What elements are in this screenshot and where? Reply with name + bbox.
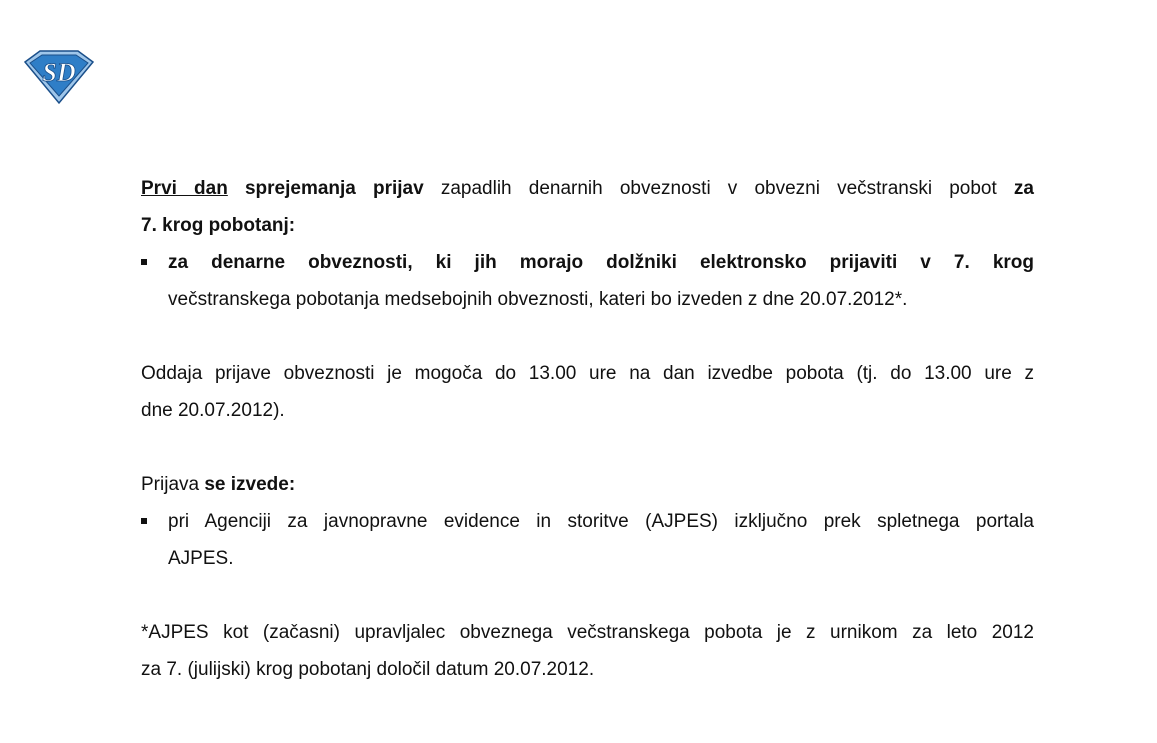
bullet-item-ajpes-line1: pri Agenciji za javnopravne evidence in storitve (AJPES) izključno prek spletnega portala — [168, 511, 1034, 532]
bold-text: se izvede: — [204, 474, 296, 495]
bullet-square-icon — [141, 259, 147, 265]
bullet-item-obligations-line2: večstranskega pobotanja medsebojnih obveznosti, kateri bo izveden z dne 20.07.2012*. — [168, 289, 908, 310]
footnote-line1: *AJPES kot (začasni) upravljalec obveznega večstranskega pobota je z urnikom za leto 2012 — [141, 622, 1034, 643]
plain-text: zapadlih denarnih obveznosti v obvezni večstranski pobot — [440, 178, 997, 199]
paragraph-first-day-line1 — [141, 170, 1034, 207]
paragraph-submission-deadline — [141, 355, 1034, 429]
footnote-line2: za 7. (julijski) krog pobotanj določil datum 20.07.2012. — [141, 659, 595, 680]
footnote — [141, 614, 1034, 688]
underlined-bold-text: Prvi dan — [141, 178, 228, 199]
bold-text: sprejemanja prijav — [244, 178, 424, 199]
plain-text: Prijava — [141, 474, 200, 495]
bullet-item-obligations-line1: za denarne obveznosti, ki jih morajo dolžniki elektronsko prijaviti v 7. krog — [168, 252, 1034, 273]
bullet-item-obligations — [141, 244, 1034, 318]
bullet-square-icon — [141, 518, 147, 524]
paragraph-application-method — [141, 466, 1034, 503]
bold-text-end: za — [1013, 178, 1034, 199]
bullet-item-ajpes-line2: AJPES. — [168, 548, 234, 569]
paragraph-submission-deadline-line2: dne 20.07.2012). — [141, 400, 285, 421]
svg-text:SD: SD — [42, 58, 76, 87]
paragraph-submission-deadline-line1: Oddaja prijave obveznosti je mogoča do 13.00 ure na dan izvedbe pobota (tj. do 13.00 ure z — [141, 363, 1034, 384]
document-body — [141, 170, 1034, 688]
paragraph-first-day-line2: 7. krog pobotanj: — [141, 215, 296, 236]
paragraph-application-method-line1 — [141, 466, 1034, 503]
bullet-item-ajpes — [141, 503, 1034, 577]
company-logo — [22, 48, 96, 106]
paragraph-first-day — [141, 170, 1034, 244]
sd-shield-logo-icon — [22, 48, 96, 106]
